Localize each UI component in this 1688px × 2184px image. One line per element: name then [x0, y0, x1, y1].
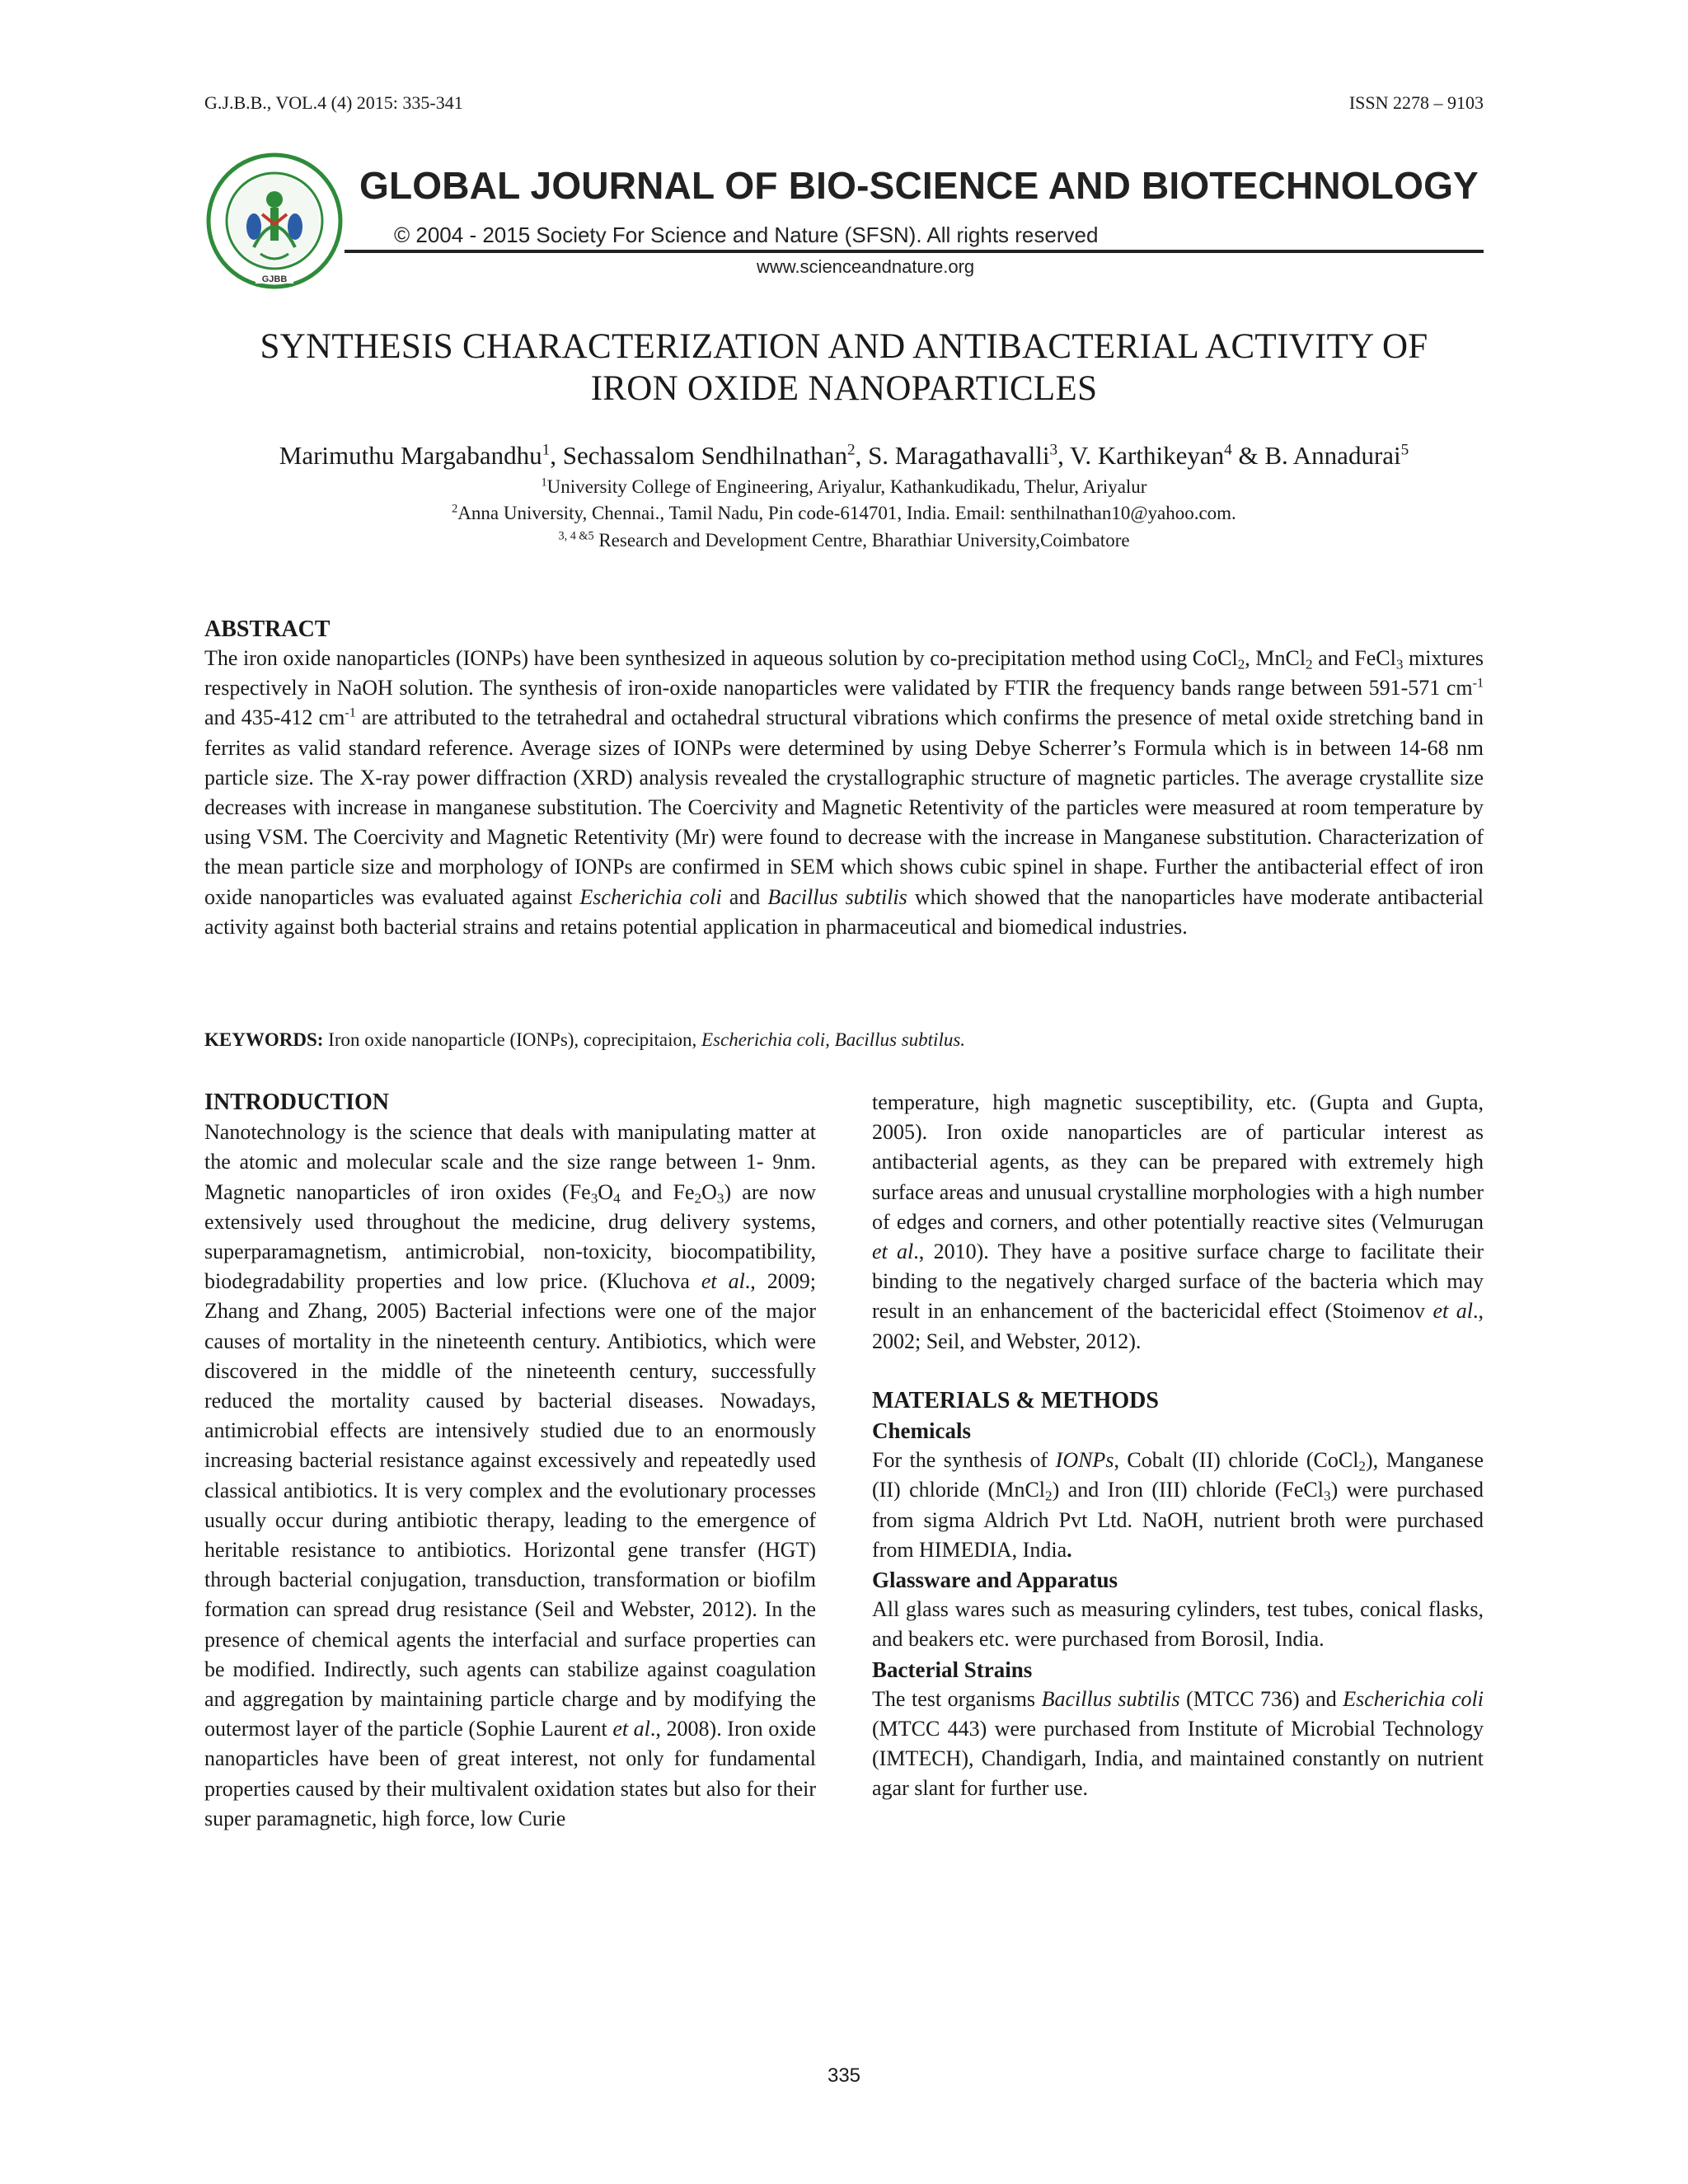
- abstract-text: which showed that the nanoparticles have moderate antibacterial activity against both bacterial strains and retains potential application in pharmaceutical and biomedical industries.: [204, 884, 1484, 939]
- author-3-sup: 3: [1049, 441, 1058, 459]
- strains-paragraph: [872, 1685, 1484, 1804]
- author-1-sup: 1: [542, 441, 551, 459]
- running-header-citation: G.J.B.B., VOL.4 (4) 2015: 335-341: [204, 92, 463, 113]
- abstract-text: , MnCl: [1245, 646, 1306, 670]
- methods-text: ) and Iron (III) chloride (FeCl: [1052, 1478, 1324, 1502]
- intro-etal: et al: [1432, 1299, 1473, 1324]
- right-column: [872, 1088, 1484, 1804]
- intro-text: O: [598, 1179, 614, 1204]
- chemicals-heading: Chemicals: [872, 1418, 971, 1444]
- page-number: 335: [827, 2064, 861, 2087]
- intro-etal: et al: [701, 1269, 745, 1294]
- abstract-sub: 2: [1237, 656, 1245, 673]
- logo-abbrev: GJBB: [261, 274, 288, 284]
- intro-text: ) are now extensively used throughout the medicine, drug delivery systems, superparamagnetism, antimicrobial, non-toxicity, biocompatibility, biodegradability properties and low price. (Kluchova: [204, 1179, 816, 1294]
- author-3: , S. Maragathavalli: [855, 441, 1050, 470]
- author-4-sup: 4: [1224, 441, 1232, 459]
- intro-text: ., 2009; Zhang and Zhang, 2005) Bacterial infections were one of the major causes of mortality in the nineteenth century. Antibiotics, which were discovered in the middle of the nineteenth century, successfully reduced the mortality caused by bacterial diseases. Nowadays, antimicrobial effects are intensively studied due to an enormously increasing bacterial resistance against excessively and repeatedly used classical antibiotics. It is very complex and the evolutionary processes usually occur during antibiotic therapy, leading to the emergence of heritable resistance to antibiotics. Horizontal gene transfer (HGT) through bacterial conjugation, transduction, transformation or biofilm formation can spread drug resistance (Seil and Webster, 2012). In the presence of chemical agents the interfacial and surface properties can be modified. Indirectly, such agents can stabilize against coagulation and aggregation by maintaining particle charge and by modifying the outermost layer of the particle (Sophie Laurent: [204, 1269, 816, 1741]
- methods-text: , Cobalt (II) chloride (CoCl: [1114, 1448, 1359, 1473]
- abstract-species-bsubtilis: Bacillus subtilis: [767, 884, 907, 909]
- keywords-line: [204, 1029, 1484, 1051]
- left-column: [204, 1088, 816, 1834]
- intro-text: ., 2008). Iron oxide nanoparticles have been of great interest, not only for fundamental properties caused by their multivalent oxidation states but also for their super paramagnetic, high force, low Curie: [204, 1717, 816, 1830]
- chemicals-paragraph: [872, 1446, 1484, 1565]
- affiliation-3: [204, 530, 1484, 551]
- abstract-sub: 3: [1395, 656, 1404, 673]
- running-header-issn: ISSN 2278 – 9103: [1348, 92, 1484, 113]
- introduction-continued: [872, 1088, 1484, 1357]
- affiliation-3-sup: 3, 4 &5: [558, 529, 594, 543]
- affiliation-2-text: Anna University, Chennai., Tamil Nadu, Pin code-614701, India. Email: senthilnathan10@yahoo.com.: [457, 503, 1236, 523]
- methods-sub: 2: [1045, 1488, 1053, 1504]
- abstract-sub: 2: [1306, 656, 1313, 673]
- banner-rule: [345, 250, 1484, 253]
- intro-text: temperature, high magnetic susceptibility, etc. (Gupta and Gupta, 2005). Iron oxide nanoparticles are of particular interest as antibacterial agents, as they can be prepared with extremely high surface areas and unusual crystalline morphologies with a high number of edges and corners, and other potentially reactive sites (Velmurugan: [872, 1090, 1484, 1234]
- methods-text: (MTCC 736) and: [1179, 1686, 1343, 1711]
- intro-sub: 3: [716, 1189, 724, 1206]
- author-1: Marimuthu Margabandhu: [279, 441, 542, 470]
- abstract-body: [204, 644, 1484, 942]
- methods-sub: 2: [1358, 1458, 1366, 1474]
- abstract-text: and 435-412 cm: [204, 705, 345, 730]
- section-gap: [872, 1357, 1484, 1386]
- methods-text: (MTCC 443) were purchased from Institute of Microbial Technology (IMTECH), Chandigarh, India, and maintained constantly on nutrient agar slant for further use.: [872, 1717, 1484, 1801]
- author-5: & B. Annadurai: [1231, 441, 1401, 470]
- strains-heading: Bacterial Strains: [872, 1657, 1033, 1682]
- introduction-paragraph: [204, 1118, 816, 1834]
- methods-bold-period: .: [1067, 1537, 1072, 1562]
- article-title: [204, 326, 1484, 410]
- keywords-italic: Escherichia coli, Bacillus subtilus.: [701, 1029, 966, 1050]
- author-list: [204, 441, 1484, 471]
- keywords-text: Iron oxide nanoparticle (IONPs), coprecipitaion,: [323, 1029, 701, 1050]
- intro-text: O: [701, 1179, 717, 1204]
- affiliation-1: [204, 476, 1484, 498]
- abstract-heading: ABSTRACT: [204, 616, 331, 642]
- author-2: , Sechassalom Sendhilnathan: [550, 441, 847, 470]
- methods-text: ), Manganese (II) chloride (MnCl: [872, 1448, 1484, 1502]
- keywords-label: KEYWORDS:: [204, 1029, 324, 1050]
- abstract-sup: -1: [345, 705, 356, 720]
- intro-text: Nanotechnology is the science that deals with manipulating matter at the atomic and molecular scale and the size range between 1- 9nm. Magnetic nanoparticles of iron oxides (Fe: [204, 1120, 816, 1204]
- journal-url: www.scienceandnature.org: [757, 256, 975, 277]
- affiliation-3-text: Research and Development Centre, Bharathiar University,Coimbatore: [593, 530, 1130, 551]
- affiliation-1-sup: 1: [541, 476, 547, 490]
- journal-copyright: © 2004 - 2015 Society For Science and Nature (SFSN). All rights reserved: [394, 223, 1099, 247]
- methods-text: ) were purchased from sigma Aldrich Pvt Ltd. NaOH, nutrient broth were purchased from HIMEDIA, India: [872, 1478, 1484, 1562]
- abstract-text: The iron oxide nanoparticles (IONPs) have been synthesized in aqueous solution by co-precipitation method using CoCl: [204, 646, 1238, 670]
- abstract-species-ecoli: Escherichia coli: [579, 884, 722, 909]
- species-bsubtilis: Bacillus subtilis: [1041, 1686, 1180, 1711]
- abstract-text: and FeCl: [1312, 646, 1396, 670]
- author-2-sup: 2: [846, 441, 856, 459]
- abstract-text: and: [721, 884, 768, 909]
- glassware-paragraph: All glass wares such as measuring cylinders, test tubes, conical flasks, and beakers etc. were purchased from Borosil, India.: [872, 1597, 1484, 1652]
- journal-title: GLOBAL JOURNAL OF BIO-SCIENCE AND BIOTECHNOLOGY: [359, 164, 1479, 207]
- introduction-heading: INTRODUCTION: [204, 1090, 390, 1115]
- methods-text: The test organisms: [872, 1686, 1042, 1711]
- affiliation-1-text: University College of Engineering, Ariyalur, Kathankudikadu, Thelur, Ariyalur: [546, 476, 1147, 497]
- intro-text: and Fe: [620, 1179, 695, 1204]
- author-4: , V. Karthikeyan: [1057, 441, 1225, 470]
- journal-logo-icon: [204, 148, 345, 293]
- affiliation-2: [204, 503, 1484, 524]
- title-line-2: IRON OXIDE NANOPARTICLES: [590, 369, 1098, 408]
- abstract-text: mixtures respectively in NaOH solution. The synthesis of iron-oxide nanoparticles were validated by FTIR the frequency bands range between 591-571 cm: [204, 646, 1484, 701]
- methods-text: For the synthesis of: [872, 1448, 1056, 1473]
- abstract-sup: -1: [1472, 676, 1484, 691]
- intro-text: ., 2002; Seil, and Webster, 2012).: [872, 1299, 1484, 1353]
- glassware-heading: Glassware and Apparatus: [872, 1568, 1118, 1593]
- intro-sub: 3: [590, 1189, 598, 1206]
- journal-banner: [204, 148, 1484, 293]
- intro-sub: 2: [694, 1189, 702, 1206]
- title-line-1: SYNTHESIS CHARACTERIZATION AND ANTIBACTERIAL ACTIVITY OF: [260, 327, 1428, 366]
- methods-italic: IONPs: [1055, 1448, 1114, 1473]
- author-5-sup: 5: [1400, 441, 1409, 459]
- intro-etal: et al: [872, 1240, 914, 1264]
- intro-sub: 4: [613, 1189, 621, 1206]
- methods-heading: MATERIALS & METHODS: [872, 1387, 1159, 1413]
- abstract-text: are attributed to the tetrahedral and octahedral structural vibrations which confirms the presence of metal oxide stretching band in ferrites as valid standard reference. Average sizes of IONPs were determined by using Debye Scherrer’s Formula which is in between 14-68 nm particle size. The X-ray power diffraction (XRD) analysis revealed the crystallographic structure of magnetic particles. The average crystallite size decreases with increase in manganese substitution. The Coercivity and Magnetic Retentivity of the particles were measured at room temperature by using VSM. The Coercivity and Magnetic Retentivity (Mr) were found to decrease with the increase in Manganese substitution. Characterization of the mean particle size and morphology of IONPs are confirmed in SEM which shows cubic spinel in shape. Further the antibacterial effect of iron oxide nanoparticles was evaluated against: [204, 705, 1484, 909]
- affiliation-2-sup: 2: [452, 502, 458, 516]
- methods-sub: 3: [1323, 1488, 1331, 1504]
- intro-etal: et al: [612, 1717, 650, 1741]
- species-ecoli: Escherichia coli: [1343, 1686, 1484, 1711]
- intro-text: ., 2010). They have a positive surface charge to facilitate their binding to the negatively charged surface of the bacteria which may result in an enhancement of the bactericidal effect (Stoimenov: [872, 1240, 1484, 1324]
